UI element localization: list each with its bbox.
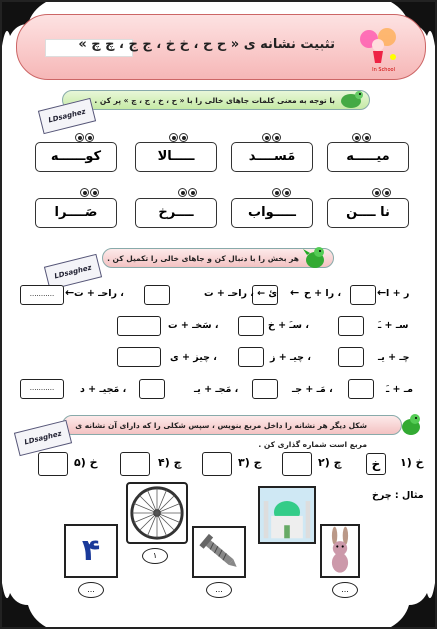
eyes-icon xyxy=(372,182,394,192)
title-logo: In School xyxy=(372,67,395,73)
number-four-glyph: ۴ xyxy=(81,533,101,568)
wheel-picture-frame xyxy=(126,482,188,544)
eyes-icon xyxy=(75,127,97,137)
choice-box[interactable] xyxy=(282,452,312,476)
word-box[interactable]: میـــــه xyxy=(327,142,409,172)
row1-part-c: ، راحـ + ت xyxy=(74,288,124,299)
row2-part-a: سـ + ـَ xyxy=(378,320,409,331)
row3-part-c: ، چیز + ی xyxy=(170,352,217,363)
section2-stamp: LDsaghez xyxy=(44,254,102,290)
fill-box[interactable] xyxy=(338,347,364,367)
wheel-icon xyxy=(128,484,186,542)
fill-box[interactable] xyxy=(338,316,364,336)
example-letter-box: خ xyxy=(366,453,386,475)
section2-instruction: هر بخش را با دنبال کن و جاهای خالی را تکمیل کن . xyxy=(107,254,299,263)
section1-instruction: با توجه به معنی کلمات جاهای خالی را با « ح ، خ ، ج ، چ » پر کن . xyxy=(94,96,335,105)
rabbit-icon xyxy=(322,526,358,576)
result-box[interactable] xyxy=(117,347,161,367)
eyes-icon xyxy=(352,127,374,137)
choice-label: ۲) چ xyxy=(318,456,342,469)
choice-label: ۱) خ xyxy=(400,456,424,469)
number-four-picture-frame xyxy=(64,524,118,578)
page-title: تثبیت نشانه ی « ح ح ، خ خ ، ج ج ، چ چ » xyxy=(78,37,335,52)
eyes-icon xyxy=(178,182,200,192)
result-box[interactable]: ........... xyxy=(20,379,64,399)
word-box[interactable]: کوــــــه xyxy=(35,142,117,172)
row1-part-b: ، را + ح xyxy=(304,288,342,299)
section3-stamp: LDsaghez xyxy=(14,420,72,456)
picture-number-tag[interactable]: ... xyxy=(332,582,358,598)
corner-ornament-bottom-left xyxy=(2,567,62,627)
word-box[interactable]: مَســــد xyxy=(231,142,313,172)
arrow-icon: ← xyxy=(290,286,300,299)
row4-part-d: ، مَجیـ + د xyxy=(80,384,127,395)
choice-box[interactable] xyxy=(202,452,232,476)
eyes-icon xyxy=(262,127,284,137)
row1-part-c-static: ئ ← ، راحـ + ت xyxy=(204,288,278,299)
eyes-icon xyxy=(169,127,191,137)
screw-picture-frame xyxy=(192,526,246,578)
word-box[interactable]: ـــــواب xyxy=(231,198,313,228)
title-banner xyxy=(16,14,426,80)
fill-box[interactable] xyxy=(252,379,278,399)
mosque-icon xyxy=(260,488,314,542)
eyes-icon xyxy=(272,182,294,192)
section3-instruction-bar xyxy=(62,415,402,449)
result-box[interactable] xyxy=(117,316,161,336)
choice-box[interactable] xyxy=(120,452,150,476)
arrow-icon: ← xyxy=(65,286,75,299)
fill-box[interactable] xyxy=(350,285,376,305)
corner-ornament-bottom-right xyxy=(375,567,435,627)
row4-part-b: ، مَـ + جـ xyxy=(292,384,333,395)
row4-part-a: مـ + ـَ xyxy=(386,384,413,395)
fairy-icon xyxy=(355,23,401,69)
section3-instruction: شکل دیگر هر نشانه را داخل مربع بنویس ، سپس شکلی را که دارای آن نشانه ی مربع است شماره گذاری کن . xyxy=(75,421,367,449)
choice-label: ۳) ج xyxy=(238,456,262,469)
choice-label: ۴) چ xyxy=(158,456,182,469)
row1-part-a: ر + ا xyxy=(386,288,410,299)
word-box[interactable]: نا ــــن xyxy=(327,198,409,228)
fill-box[interactable] xyxy=(348,379,374,399)
picture-number-tag[interactable]: ۱ xyxy=(142,548,168,564)
dragon-icon xyxy=(301,243,329,271)
choice-label: ۵) خ xyxy=(74,456,98,469)
choice-box[interactable] xyxy=(38,452,68,476)
mosque-picture-frame xyxy=(258,486,316,544)
section2-instruction-bar xyxy=(102,248,334,268)
fill-box[interactable] xyxy=(238,347,264,367)
word-box[interactable]: صَــــرا xyxy=(35,198,117,228)
turtle-icon xyxy=(337,85,365,113)
row2-part-b: ، سـَ + خ xyxy=(268,320,309,331)
picture-number-tag[interactable]: ... xyxy=(78,582,104,598)
section1-instruction-bar xyxy=(62,90,370,110)
example-label: مثال : چرخ xyxy=(372,490,424,501)
screw-icon xyxy=(194,528,244,576)
picture-number-tag[interactable]: ... xyxy=(206,582,232,598)
rabbit-picture-frame xyxy=(320,524,360,578)
fill-box[interactable] xyxy=(139,379,165,399)
section1-stamp: LDsaghez xyxy=(38,98,96,134)
word-box[interactable]: ــــرخ xyxy=(135,198,217,228)
dragon-icon xyxy=(397,410,425,438)
eyes-icon xyxy=(80,182,102,192)
row4-part-c: ، مَجـ + یـ xyxy=(194,384,239,395)
row2-part-c: ، سَخـ + ت xyxy=(168,320,219,331)
fill-box[interactable] xyxy=(238,316,264,336)
arrow-icon: ← xyxy=(377,286,387,299)
fill-box[interactable] xyxy=(144,285,170,305)
result-box[interactable]: ........... xyxy=(20,285,64,305)
row3-part-a: چـ + یـ xyxy=(378,352,410,363)
word-box[interactable]: ـــــالا xyxy=(135,142,217,172)
row3-part-b: ، چیـ + ز xyxy=(270,352,311,363)
